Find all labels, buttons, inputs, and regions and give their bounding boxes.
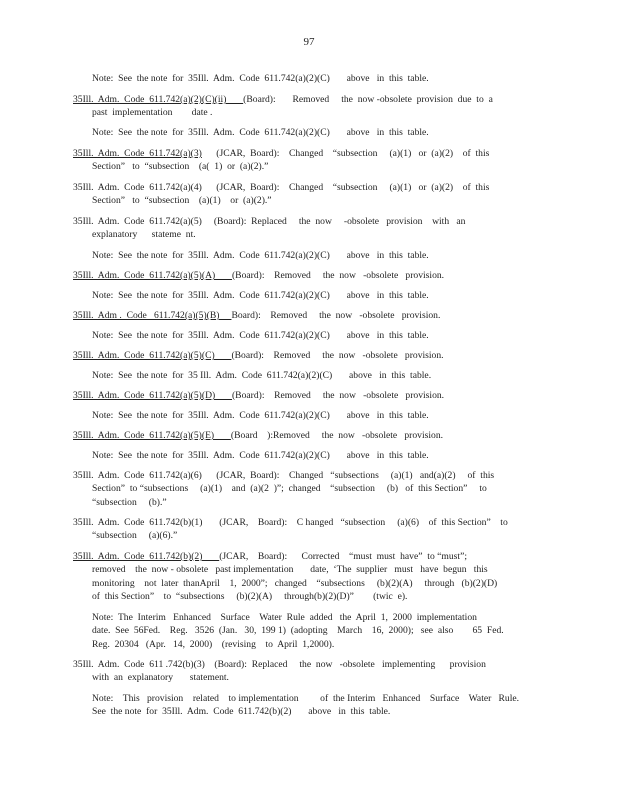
amendment-line: removed the now - obsolete past implementation date, ‘The supplier must have begun this: [92, 564, 488, 576]
note-line: See the note for 35Ill. Adm. Code 611.742(b)(2) above in this table.: [92, 706, 391, 718]
amendment-line: Section” to “subsection (a( 1) or (a)(2).”: [92, 161, 269, 173]
note-line: Note: See the note for 35Ill. Adm. Code 611.742(a)(2)(C) above in this table.: [92, 73, 429, 84]
amendment-line: 35Ill. Adm. Code 611.742(a)(5)(D) (Board): Removed the now -obsolete provision.: [73, 390, 445, 401]
amendment-line: 35Ill. Adm. Code 611.742(a)(6) (JCAR, Board): Changed “subsections (a)(1) and(a)(2) of this: [73, 470, 495, 481]
citation-underlined: 35Ill. Adm. Code 611.742(a)(3): [73, 148, 202, 159]
amendment-line: 35Ill. Adm. Code 611.742(a)(2)(C)(ii) (Board): Removed the now -obsolete provision due to a: [73, 94, 493, 105]
amendment-line: 35Ill. Adm. Code 611.742(a)(5)(C) (Board): Removed the now -obsolete provision.: [73, 350, 444, 361]
note-line: Reg. 20304 (Apr. 14, 2000) (revising to April 1,2000).: [92, 638, 335, 650]
note-line: date. See 56Fed. Reg. 3526 (Jan. 30, 199 1) (adopting March 16, 2000); see also 65 Fed.: [92, 625, 504, 637]
amendment-line: 35Ill. Adm. Code 611.742(b)(1) (JCAR, Board): C hanged “subsection (a)(6) of this Section” to: [73, 517, 508, 528]
citation-underlined: 35Ill. Adm. Code 611.742(a)(2)(C)(ii): [73, 94, 244, 105]
note-line: Note: See the note for 35 Ill. Adm. Code 611.742(a)(2)(C) above in this table.: [92, 370, 432, 381]
citation-underlined: 35Ill. Adm. Code 611.742(b)(2): [73, 551, 220, 562]
note-line: Note: See the note for 35Ill. Adm. Code 611.742(a)(2)(C) above in this table.: [92, 250, 429, 261]
citation-underlined: 35Ill. Adm . Code 611.742(a)(5)(B): [73, 310, 232, 321]
amendment-line: 35Ill. Adm. Code 611.742(b)(2) (JCAR, Board): Corrected “must must have” to “must”;: [73, 551, 467, 562]
citation-underlined: 35Ill. Adm. Code 611.742(a)(5)(C): [73, 350, 232, 361]
citation-underlined: 35Ill. Adm. Code 611.742(a)(5)(E): [73, 430, 231, 441]
amendment-line: of this Section” to “subsections (b)(2)(A) through(b)(2)(D)” (twic e).: [92, 591, 408, 603]
note-line: Note: See the note for 35Ill. Adm. Code 611.742(a)(2)(C) above in this table.: [92, 330, 429, 341]
amendment-line: with an explanatory statement.: [92, 672, 229, 684]
amendment-line: explanatory stateme nt.: [92, 229, 196, 241]
amendment-line: Section” to “subsection (a)(1) or (a)(2).”: [92, 195, 272, 207]
amendment-line: 35Ill. Adm. Code 611.742(a)(5)(A) (Board): Removed the now -obsolete provision.: [73, 270, 445, 281]
amendment-line: “subsection (a)(6).”: [92, 530, 178, 542]
note-line: Note: See the note for 35Ill. Adm. Code 611.742(a)(2)(C) above in this table.: [92, 290, 429, 301]
note-line: Note: The Interim Enhanced Surface Water Rule added the April 1, 2000 implementation: [92, 612, 477, 623]
amendment-line: “subsection (b).”: [92, 496, 167, 508]
page-number: 97: [303, 36, 315, 48]
citation-underlined: 35Ill. Adm. Code 611.742(a)(5)(A): [73, 270, 232, 281]
amendment-line: past implementation date .: [92, 107, 213, 119]
amendment-line: 35Ill. Adm. Code 611.742(a)(5) (Board): Replaced the now -obsolete provision with an: [73, 216, 466, 227]
note-line: Note: See the note for 35Ill. Adm. Code 611.742(a)(2)(C) above in this table.: [92, 450, 429, 461]
note-line: Note: This provision related to implementation of the Interim Enhanced Surface Water Rule.: [92, 693, 520, 704]
note-line: Note: See the note for 35Ill. Adm. Code 611.742(a)(2)(C) above in this table.: [92, 127, 429, 138]
amendment-line: 35Ill. Adm. Code 611.742(a)(3) (JCAR, Board): Changed “subsection (a)(1) or (a)(2) of this: [73, 148, 490, 159]
amendment-line: 35Ill. Adm. Code 611 .742(b)(3) (Board): Replaced the now -obsolete implementing provision: [73, 659, 486, 670]
amendment-line: monitoring not later thanApril 1, 2000”; changed “subsections (b)(2)(A) through (b)(2)(D): [92, 577, 498, 589]
amendment-line: 35Ill. Adm. Code 611.742(a)(4) (JCAR, Board): Changed “subsection (a)(1) or (a)(2) of this: [73, 182, 490, 193]
citation-underlined: 35Ill. Adm. Code 611.742(a)(5)(D): [73, 390, 232, 401]
amendment-line: Section” to “subsections (a)(1) and (a)(2 )”; changed “subsection (b) of this Section” to: [92, 483, 487, 495]
note-line: Note: See the note for 35Ill. Adm. Code 611.742(a)(2)(C) above in this table.: [92, 410, 429, 421]
amendment-line: 35Ill. Adm. Code 611.742(a)(5)(E) (Board ):Removed the now -obsolete provision.: [73, 430, 444, 441]
amendment-line: 35Ill. Adm . Code 611.742(a)(5)(B) Board): Removed the now -obsolete provision.: [73, 310, 441, 321]
